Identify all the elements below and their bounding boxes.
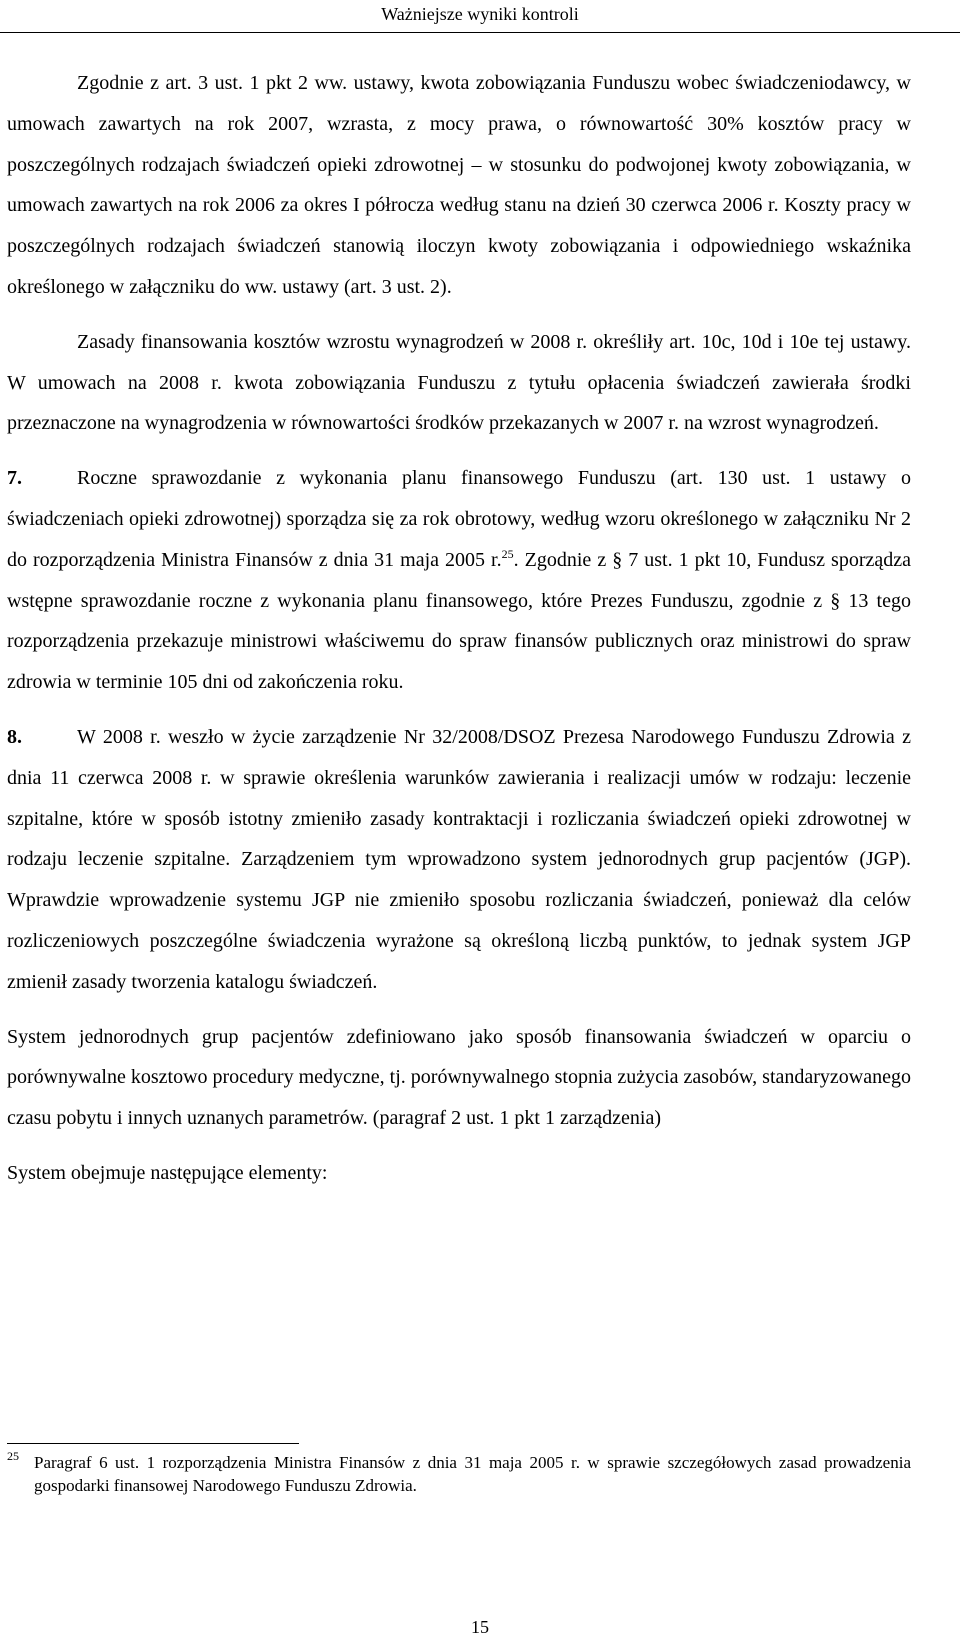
running-header: Ważniejsze wyniki kontroli: [381, 4, 579, 24]
paragraph-system-elements: System obejmuje następujące elementy:: [7, 1161, 328, 1184]
paragraph-number: 7.: [7, 467, 22, 490]
paragraph-2: Zasady finansowania kosztów wzrostu wynagrodzeń w 2008 r. określiły art. 10c, 10d i 10e tej ustawy. W umowach na 2008 r. kwota zobowiązania Funduszu z tytułu opłacenia świadczeń zawierała środki przeznaczone na wynagrodzenia w równowartości środków przekazanych w 2007 r. na wzrost wynagrodzeń.: [7, 330, 911, 435]
paragraph-number: 8.: [7, 725, 22, 748]
paragraph-7: [7, 458, 911, 703]
paragraph-8: [7, 717, 911, 1003]
header-divider: [0, 32, 960, 33]
footnote-divider: [7, 1443, 299, 1444]
footnote-mark: 25: [7, 1449, 19, 1463]
paragraph-text: Roczne sprawozdanie z wykonania planu finansowego Funduszu (art. 130 ust. 1 ustawy o świadczeniach opieki zdrowotnej) sporządza się za rok obrotowy, według wzoru określonego w załączniku Nr 2 do rozporządzenia Ministra Finansów z dnia 31 maja 2005 r.: [7, 467, 911, 571]
paragraph-system-definition: System jednorodnych grup pacjentów zdefiniowano jako sposób finansowania świadczeń w oparciu o porównywalne kosztowo procedury medyczne, tj. porównywalnego stopnia zużycia zasobów, standaryzowanego czasu pobytu i innych uznanych parametrów. (paragraf 2 ust. 1 pkt 1 zarządzenia): [7, 1025, 911, 1130]
paragraph-text: W 2008 r. weszło w życie zarządzenie Nr 32/2008/DSOZ Prezesa Narodowego Funduszu Zdrowia z dnia 11 czerwca 2008 r. w sprawie określenia warunków zawierania i realizacji umów w rodzaju: leczenie szpitalne, które w sposób istotny zmieniło zasady kontraktacji i rozliczania świadczeń opieki zdrowotnej w rodzaju leczenie szpitalne. Zarządzeniem tym wprowadzono system jednorodnych grup pacjentów (JGP). Wprawdzie wprowadzenie systemu JGP nie zmieniło sposobu rozliczania świadczeń, ponieważ dla celów rozliczeniowych poszczególne świadczenia wyrażone są określoną liczbą punktów, to jednak system JGP zmienił zasady tworzenia katalogu świadczeń.: [7, 725, 911, 993]
document-body: [7, 63, 911, 1194]
footnote: [7, 1451, 911, 1497]
footnote-text: Paragraf 6 ust. 1 rozporządzenia Ministra Finansów z dnia 31 maja 2005 r. w sprawie szczegółowych zasad prowadzenia gospodarki finansowej Narodowego Funduszu Zdrowia.: [34, 1453, 911, 1495]
page-number: 15: [471, 1617, 489, 1637]
paragraph-1: Zgodnie z art. 3 ust. 1 pkt 2 ww. ustawy, kwota zobowiązania Funduszu wobec świadczeniodawcy, w umowach zawartych na rok 2007, wzrasta, z mocy prawa, o równowartość 30% kosztów pracy w poszczególnych rodzajach świadczeń opieki zdrowotnej – w stosunku do podwojonej kwoty zobowiązania, w umowach zawartych na rok 2006 za okres I półrocza według stanu na dzień 30 czerwca 2006 r. Koszty pracy w poszczególnych rodzajach świadczeń stanowią iloczyn kwoty zobowiązania i odpowiedniego wskaźnika określonego w załączniku do ww. ustawy (art. 3 ust. 2).: [7, 72, 911, 298]
footnote-reference[interactable]: 25: [501, 546, 514, 561]
paragraph-text-continued: . Zgodnie z § 7 ust. 1 pkt 10, Fundusz sporządza wstępne sprawozdanie roczne z wykonania planu finansowego, które Prezes Funduszu, zgodnie z § 13 tego rozporządzenia przekazuje ministrowi właściwemu do spraw finansów publicznych oraz ministrowi do spraw zdrowia w terminie 105 dni od zakończenia roku.: [7, 548, 911, 694]
